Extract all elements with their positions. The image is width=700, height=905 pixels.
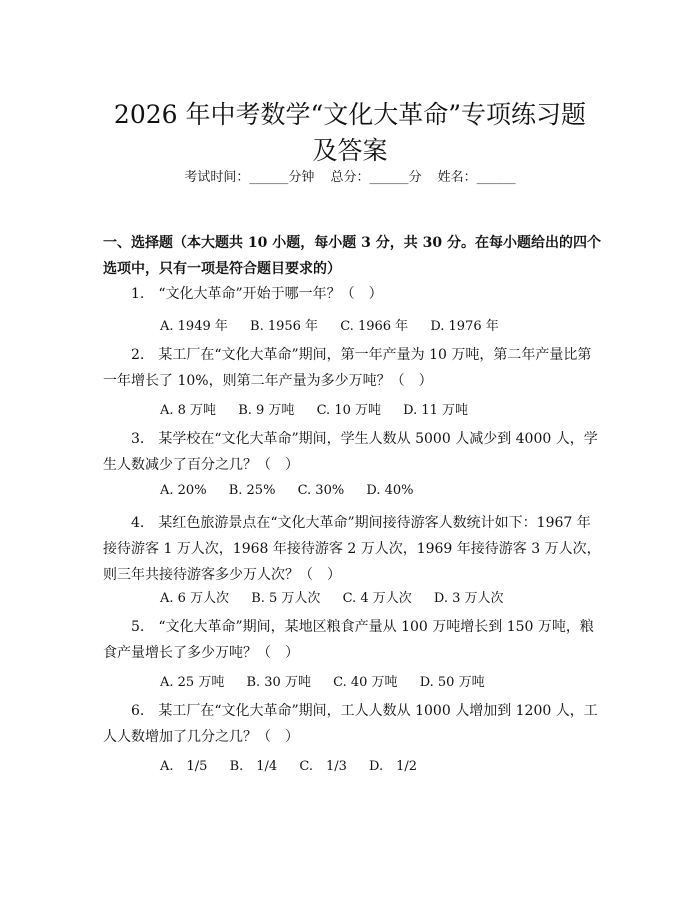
option-d: D. 3 万人次 (433, 591, 504, 606)
option-d: D. 40% (366, 483, 414, 498)
question-6-options (160, 755, 435, 774)
option-c: C. 4 万人次 (342, 591, 412, 606)
option-c: C. 40 万吨 (333, 675, 398, 690)
option-b: B. 1956 年 (250, 319, 319, 334)
page-title (60, 97, 640, 169)
exam-meta (0, 166, 700, 185)
question-3: 3. 某学校在“文化大革命”期间，学生人数从 5000 人减少到 4000 人，学生人数减少了百分之几？（ ） (103, 431, 598, 473)
option-b: B. 30 万吨 (246, 675, 311, 690)
option-c: C. 10 万吨 (316, 403, 382, 418)
question-1-options (160, 315, 517, 334)
option-a: A. 20% (160, 483, 207, 498)
option-b: B. 5 万人次 (251, 591, 321, 606)
question-2-options (160, 399, 486, 418)
option-d: D. 1976 年 (430, 319, 499, 334)
option-c: C. 30% (297, 483, 345, 498)
question-1: 1. “文化大革命”开始于哪一年？（ ） (131, 286, 383, 302)
question-2: 2. 某工厂在“文化大革命”期间，第一年产量为 10 万吨，第二年产量比第一年增长了 10%，则第二年产量为多少万吨？（ ） (103, 347, 592, 389)
option-d: D. 1/2 (369, 759, 418, 774)
question-6: 6. 某工厂在“文化大革命”期间，工人人数从 1000 人增加到 1200 人，工人人数增加了几分之几？（ ） (103, 703, 598, 745)
option-a: A. 1/5 (160, 759, 208, 774)
option-b: B. 25% (228, 483, 276, 498)
option-b: B. 1/4 (229, 759, 278, 774)
option-a: A. 6 万人次 (160, 591, 230, 606)
exam-score: 总分：______分 (330, 170, 422, 185)
option-d: D. 11 万吨 (403, 403, 469, 418)
question-5: 5. “文化大革命”期间，某地区粮食产量从 100 万吨增长到 150 万吨，粮食产量增长了多少万吨？（ ） (103, 619, 594, 661)
question-5-options (160, 671, 503, 690)
option-a: A. 1949 年 (160, 319, 228, 334)
exam-time: 考试时间：______分钟 (184, 170, 315, 185)
question-4: 4. 某红色旅游景点在“文化大革命”期间接待游客人数统计如下：1967 年接待游客 1 万人次，1968 年接待游客 2 万人次，1969 年接待游客 3 万人次，则三年共接待游客多少万人次？（ ） (103, 515, 601, 583)
student-name: 姓名：______ (437, 170, 516, 185)
question-3-options (160, 483, 431, 498)
section-heading: 一、选择题（本大题共 10 小题，每小题 3 分，共 30 分。在每小题给出的四个选项中，只有一项是符合题目要求的） (103, 235, 601, 277)
title-line-1: 2026 年中考数学“文化大革命”专项练习题 (113, 99, 587, 129)
title-line-2: 及答案 (312, 135, 388, 165)
option-d: D. 50 万吨 (419, 675, 485, 690)
option-a: A. 8 万吨 (160, 403, 217, 418)
option-c: C. 1/3 (299, 759, 347, 774)
question-4-options (160, 587, 522, 606)
option-a: A. 25 万吨 (160, 675, 225, 690)
option-c: C. 1966 年 (340, 319, 409, 334)
option-b: B. 9 万吨 (238, 403, 295, 418)
